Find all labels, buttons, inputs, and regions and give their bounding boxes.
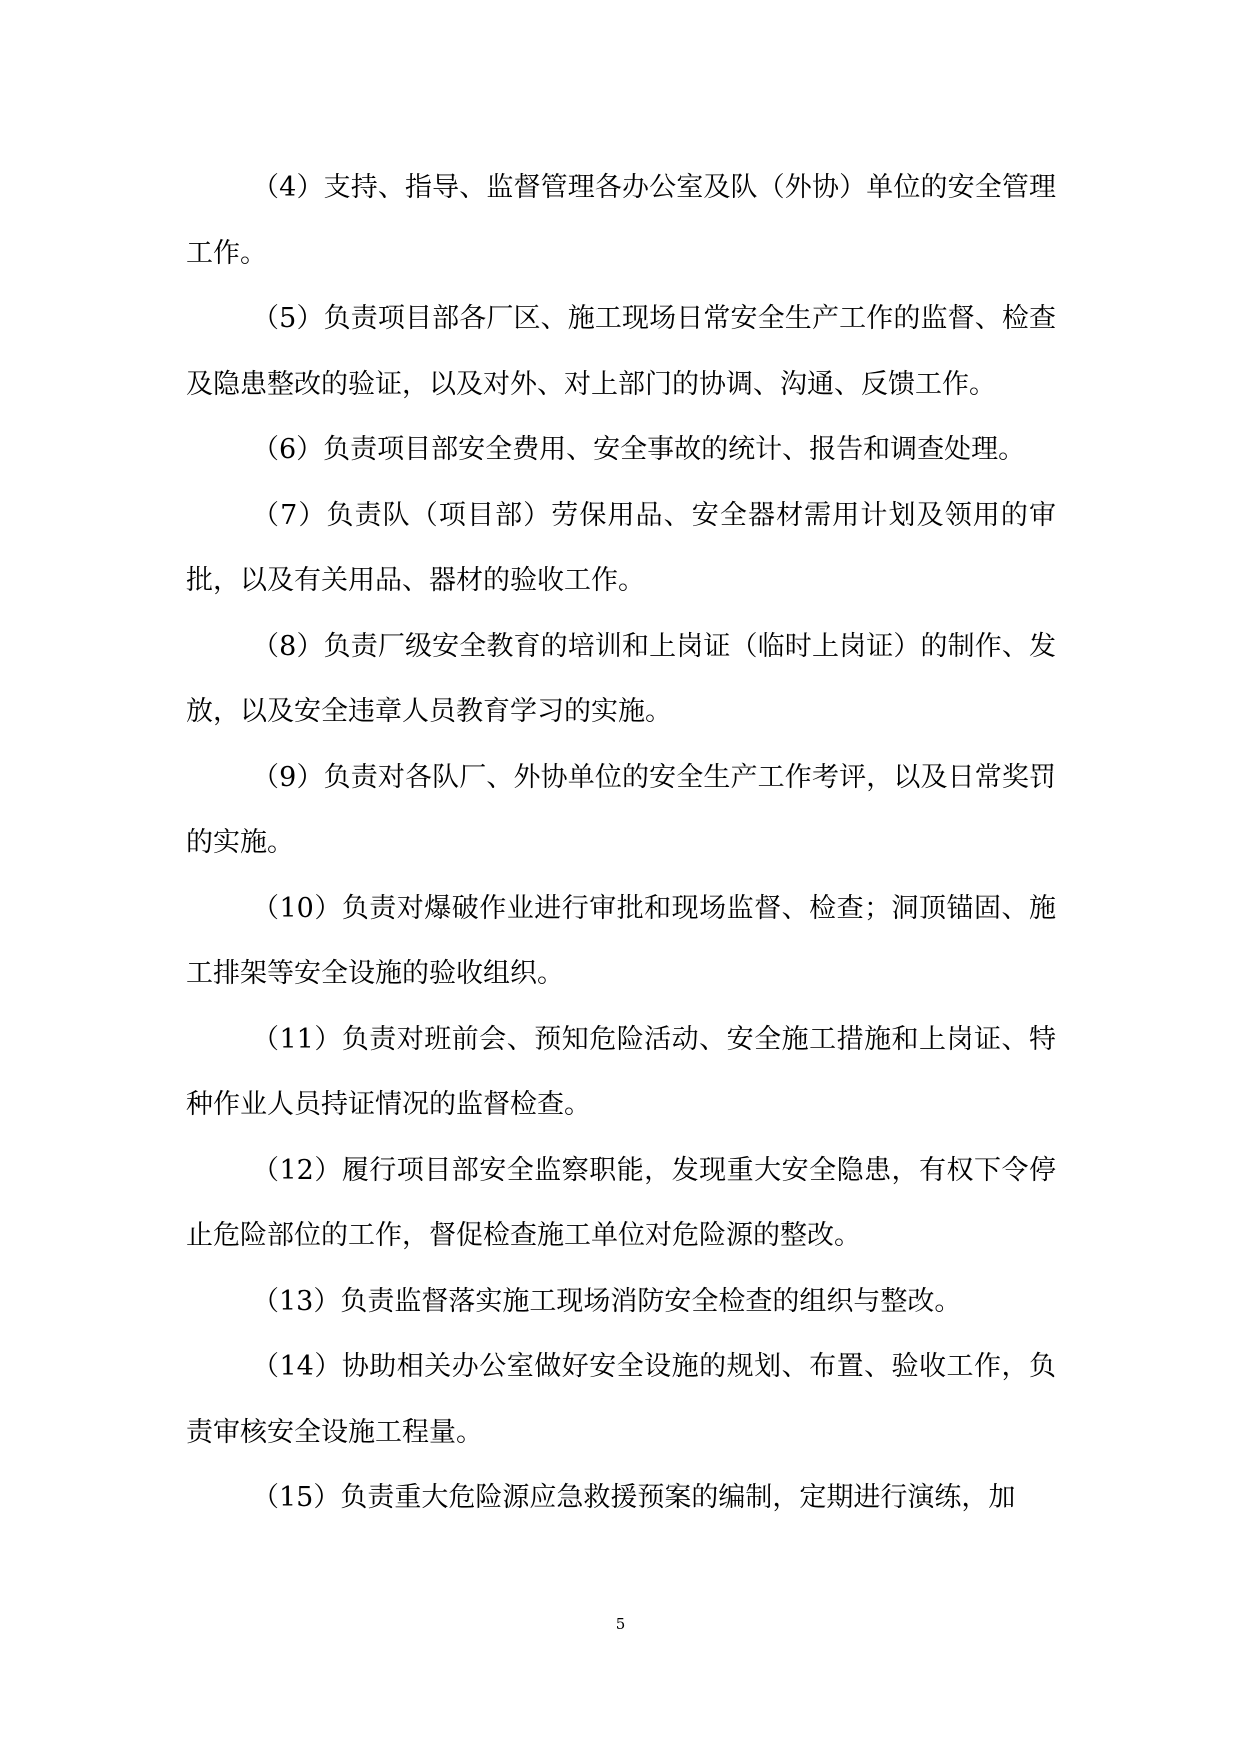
paragraph-item-9: （9）负责对各队厂、外协单位的安全生产工作考评，以及日常奖罚的实施。 <box>186 761 1056 858</box>
page-number: 5 <box>615 1615 626 1633</box>
document-body <box>186 155 1056 1531</box>
paragraph-item-4: （4）支持、指导、监督管理各办公室及队（外协）单位的安全管理工作。 <box>186 172 1056 269</box>
paragraph-item-5: （5）负责项目部各厂区、施工现场日常安全生产工作的监督、检查及隐患整改的验证，以及对外、对上部门的协调、沟通、反馈工作。 <box>186 303 1056 400</box>
paragraph-item-14: （14）协助相关办公室做好安全设施的规划、布置、验收工作，负责审核安全设施工程量。 <box>186 1351 1056 1448</box>
paragraph-item-11: （11）负责对班前会、预知危险活动、安全施工措施和上岗证、特种作业人员持证情况的监督检查。 <box>186 1023 1056 1120</box>
paragraph-item-6: （6）负责项目部安全费用、安全事故的统计、报告和调查处理。 <box>252 434 1026 465</box>
paragraph-item-7: （7）负责队（项目部）劳保用品、安全器材需用计划及领用的审批，以及有关用品、器材的验收工作。 <box>186 499 1056 596</box>
paragraph-item-8: （8）负责厂级安全教育的培训和上岗证（临时上岗证）的制作、发放，以及安全违章人员教育学习的实施。 <box>186 630 1056 727</box>
paragraph-item-13: （13）负责监督落实施工现场消防安全检查的组织与整改。 <box>252 1285 962 1317</box>
paragraph-item-12: （12）履行项目部安全监察职能，发现重大安全隐患，有权下令停止危险部位的工作，督促检查施工单位对危险源的整改。 <box>186 1154 1056 1251</box>
paragraph-item-15: （15）负责重大危险源应急救援预案的编制，定期进行演练，加 <box>252 1482 1016 1513</box>
paragraph-item-10: （10）负责对爆破作业进行审批和现场监督、检查；洞顶锚固、施工排架等安全设施的验收组织。 <box>186 892 1056 989</box>
